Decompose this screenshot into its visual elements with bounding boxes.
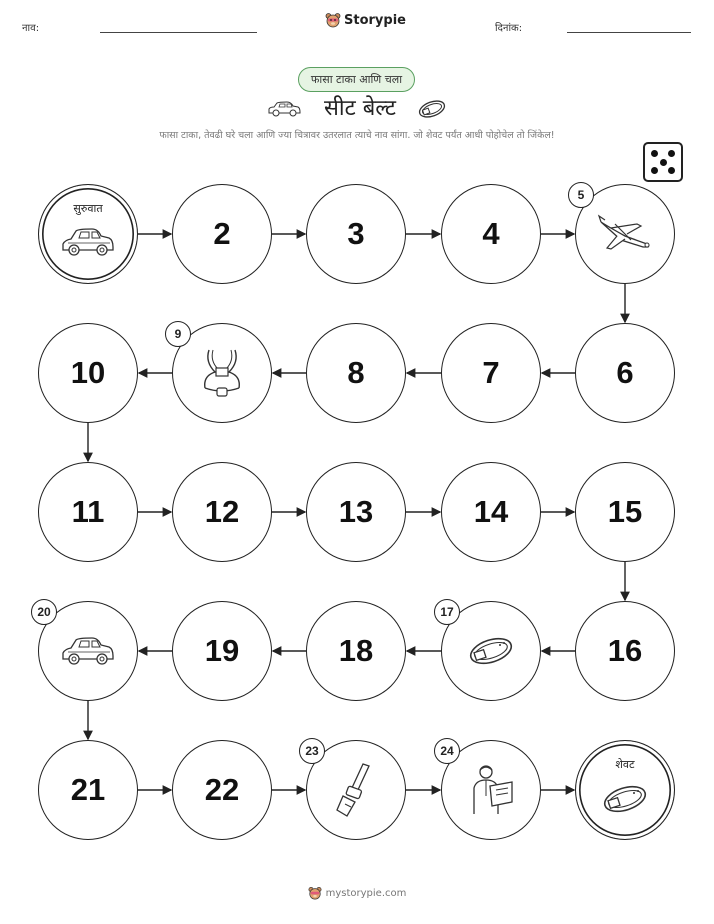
cell-number: 4	[482, 216, 500, 251]
board-cell[interactable]	[441, 323, 541, 423]
board-cell[interactable]	[172, 740, 272, 840]
belt-icon	[600, 781, 650, 821]
harness-icon	[197, 346, 247, 400]
board-cell[interactable]	[172, 601, 272, 701]
cell-number: 10	[70, 355, 106, 390]
cell-number: 3	[347, 216, 365, 251]
belt-icon	[466, 633, 516, 669]
cell-number-badge: 24	[434, 738, 460, 764]
cell-number: 6	[616, 355, 634, 390]
footer	[0, 886, 714, 900]
start-cell[interactable]	[38, 184, 138, 284]
title-text: सीट बेल्ट	[324, 96, 396, 121]
end-cell[interactable]	[575, 740, 675, 840]
board-cell[interactable]	[38, 740, 138, 840]
date-label: दिनांक:	[495, 23, 523, 34]
footer-url[interactable]: mystorypie.com	[325, 887, 407, 899]
board-cell[interactable]	[172, 462, 272, 562]
board-cell[interactable]	[172, 184, 272, 284]
cell-number: 15	[607, 494, 643, 529]
board-cell[interactable]	[575, 323, 675, 423]
board-cell[interactable]	[575, 462, 675, 562]
airplane-icon	[597, 214, 653, 254]
cell-number: 19	[204, 633, 240, 668]
cell-number: 21	[70, 772, 106, 807]
board-cell[interactable]	[441, 740, 541, 840]
activity-badge: फासा टाका आणि चला	[298, 67, 415, 92]
bear-logo-icon	[308, 886, 322, 900]
person-reading-icon	[464, 762, 518, 818]
board-cell[interactable]	[306, 601, 406, 701]
board-cell[interactable]	[575, 601, 675, 701]
cell-number: 8	[347, 355, 365, 390]
board-cell[interactable]	[38, 462, 138, 562]
board-cell[interactable]	[38, 323, 138, 423]
board-cell[interactable]	[575, 184, 675, 284]
board-cell[interactable]	[38, 601, 138, 701]
board-cell[interactable]	[441, 184, 541, 284]
cell-number-badge: 17	[434, 599, 460, 625]
instructions: फासा टाका, तेवढी घरे चला आणि ज्या चित्रावर उतरलात त्याचे नाव सांगा. जो शेवट पर्यंत आधी पोहोचेल तो जिंकेल!	[159, 130, 555, 141]
board-cell[interactable]	[441, 462, 541, 562]
board-cell[interactable]	[306, 740, 406, 840]
cell-number-badge: 20	[31, 599, 57, 625]
start-label: सुरुवात	[73, 202, 103, 215]
cell-number: 11	[71, 494, 105, 529]
seatbelt-buckle-icon	[333, 762, 379, 818]
cell-number: 14	[473, 494, 509, 529]
cell-number: 13	[338, 494, 374, 529]
board-cell[interactable]	[306, 323, 406, 423]
brand-name: Storypie	[344, 12, 406, 28]
cell-number: 12	[204, 494, 240, 529]
name-label: नाव:	[22, 23, 40, 34]
board-cell[interactable]	[441, 601, 541, 701]
cell-number-badge: 9	[165, 321, 191, 347]
board-cell[interactable]	[306, 462, 406, 562]
board-cell[interactable]	[306, 184, 406, 284]
car-icon	[60, 634, 116, 668]
cell-number: 2	[213, 216, 231, 251]
cell-number: 7	[482, 355, 500, 390]
cell-number-badge: 23	[299, 738, 325, 764]
cell-number: 16	[607, 633, 643, 668]
board-cell[interactable]	[172, 323, 272, 423]
cell-number: 18	[338, 633, 374, 668]
cell-number-badge: 5	[568, 182, 594, 208]
cell-number: 22	[204, 772, 240, 807]
end-label: शेवट	[615, 758, 635, 771]
car-icon	[60, 225, 116, 263]
